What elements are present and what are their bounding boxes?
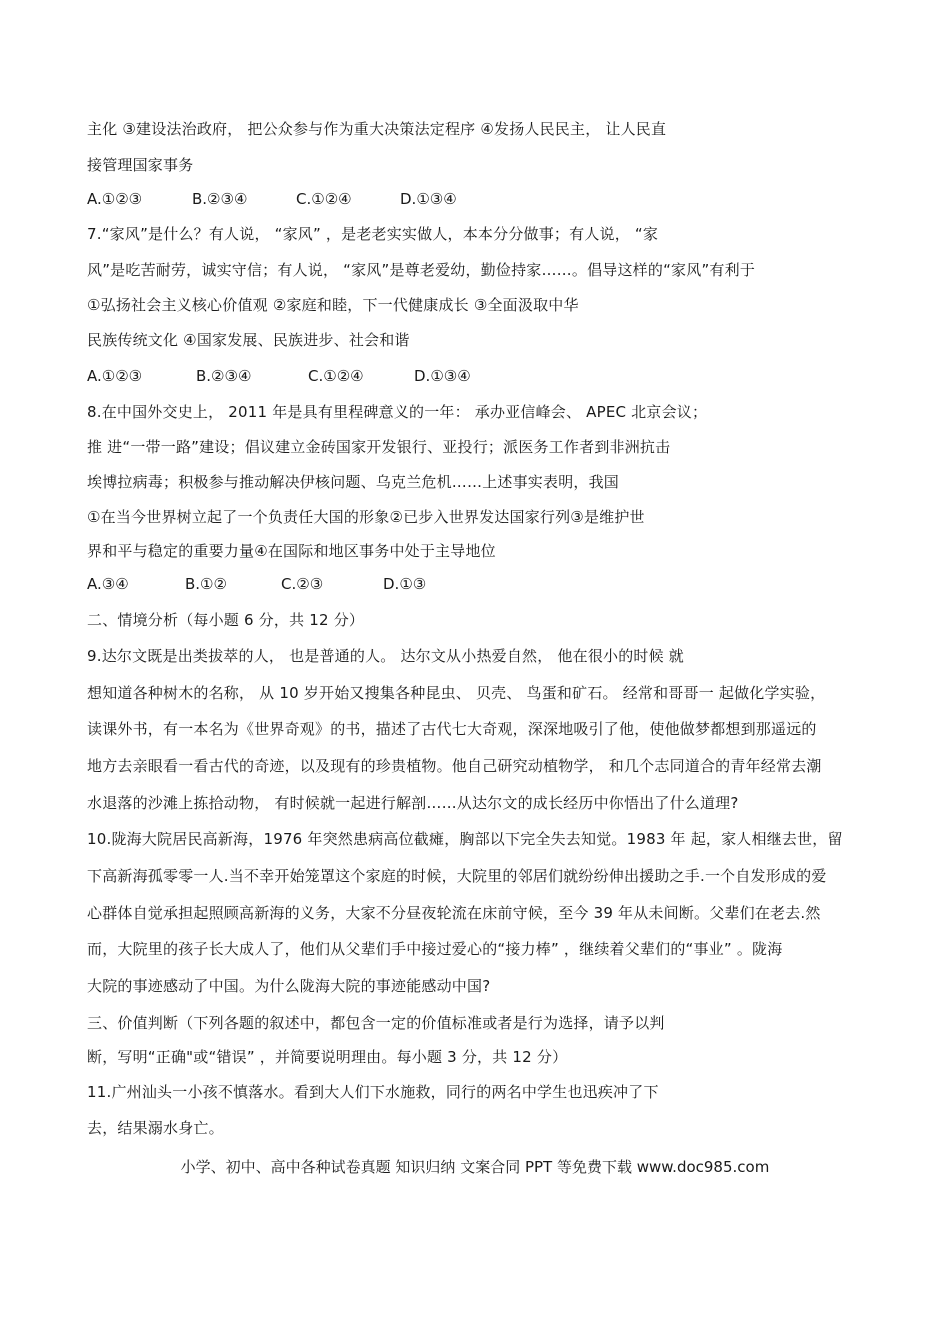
text-line: 推 进“一带一路”建设；倡议建立金砖国家开发银行、亚投行；派医务工作者到非洲抗击 <box>87 438 671 456</box>
q8-option-b: B.①② <box>185 575 227 593</box>
text-line: 界和平与稳定的重要力量④在国际和地区事务中处于主导地位 <box>87 542 496 560</box>
page-footer: 小学、初中、高中各种试卷真题 知识归纳 文案合同 PPT 等免费下载 www.doc985.com <box>180 1158 770 1176</box>
question-7: 7.“家风”是什么？有人说， “家风” ，是老老实实做人，本本分分做事；有人说， “家 <box>87 225 659 243</box>
question-9: 9.达尔文既是出类拔萃的人， 也是普通的人。 达尔文从小热爱自然， 他在很小的时候 就 <box>87 647 684 665</box>
text-line: 埃博拉病毒；积极参与推动解决伊核问题、乌克兰危机……上述事实表明，我国 <box>87 473 620 491</box>
q6-option-a: A.①②③ <box>87 190 143 208</box>
text-line: ①在当今世界树立起了一个负责任大国的形象②已步入世界发达国家行列③是维护世 <box>87 508 645 526</box>
section-heading: 二、情境分析（每小题 6 分，共 12 分） <box>87 611 365 629</box>
text-line: 去，结果溺水身亡。 <box>87 1119 224 1137</box>
text-line: 下高新海孤零零一人.当不幸开始笼罩这个家庭的时候，大院里的邻居们就纷纷伸出援助之手.一个自发形成的爱 <box>87 867 827 885</box>
q7-option-b: B.②③④ <box>196 367 252 385</box>
text-line: 大院的事迹感动了中国。为什么陇海大院的事迹能感动中国? <box>87 977 491 995</box>
text-line: 风”是吃苦耐劳，诚实守信；有人说， “家风”是尊老爱幼，勤俭持家……。倡导这样的“家风”有利于 <box>87 261 756 279</box>
question-11: 11.广州汕头一小孩不慎落水。看到大人们下水施救，同行的两名中学生也迅疾冲了下 <box>87 1083 659 1101</box>
text-line: 民族传统文化 ④国家发展、民族进步、社会和谐 <box>87 331 410 349</box>
q6-option-d: D.①③④ <box>400 190 457 208</box>
q7-option-a: A.①②③ <box>87 367 143 385</box>
text-line: 想知道各种树木的名称， 从 10 岁开始又搜集各种昆虫、 贝壳、 鸟蛋和矿石。 经常和哥哥一 起做化学实验， <box>87 684 826 702</box>
q7-option-c: C.①②④ <box>308 367 364 385</box>
q7-option-d: D.①③④ <box>414 367 471 385</box>
question-10: 10.陇海大院居民高新海，1976 年突然患病高位截瘫，胸部以下完全失去知觉。1983 年 起，家人相继去世，留 <box>87 830 843 848</box>
text-line: 读课外书，有一本名为《世界奇观》的书，描述了古代七大奇观，深深地吸引了他，使他做梦都想到那遥远的 <box>87 720 817 738</box>
text-line: ①弘扬社会主义核心价值观 ②家庭和睦，下一代健康成长 ③全面汲取中华 <box>87 296 579 314</box>
text-line: 而，大院里的孩子长大成人了，他们从父辈们手中接过爱心的“接力棒” ，继续着父辈们的“事业” 。陇海 <box>87 940 783 958</box>
q8-option-a: A.③④ <box>87 575 129 593</box>
text-line: 接管理国家事务 <box>87 156 194 174</box>
text-line: 水退落的沙滩上拣拾动物， 有时候就一起进行解剖……从达尔文的成长经历中你悟出了什么道理? <box>87 794 739 812</box>
q8-option-d: D.①③ <box>383 575 427 593</box>
q6-option-c: C.①②④ <box>296 190 352 208</box>
text-line: 断，写明“正确"或“错误” ，并简要说明理由。每小题 3 分，共 12 分） <box>87 1048 568 1066</box>
q6-option-b: B.②③④ <box>192 190 248 208</box>
q8-option-c: C.②③ <box>281 575 324 593</box>
text-line: 主化 ③建设法治政府， 把公众参与作为重大决策法定程序 ④发扬人民民主， 让人民直 <box>87 120 667 138</box>
text-line: 地方去亲眼看一看古代的奇迹，以及现有的珍贵植物。他自己研究动植物学， 和几个志同道合的青年经常去潮 <box>87 757 822 775</box>
section-heading: 三、价值判断（下列各题的叙述中，都包含一定的价值标准或者是行为选择，请予以判 <box>87 1014 665 1032</box>
text-line: 心群体自觉承担起照顾高新海的义务，大家不分昼夜轮流在床前守候，至今 39 年从未间断。父辈们在老去.然 <box>87 904 821 922</box>
question-8: 8.在中国外交史上， 2011 年是具有里程碑意义的一年： 承办亚信峰会、 APEC 北京会议； <box>87 403 708 421</box>
